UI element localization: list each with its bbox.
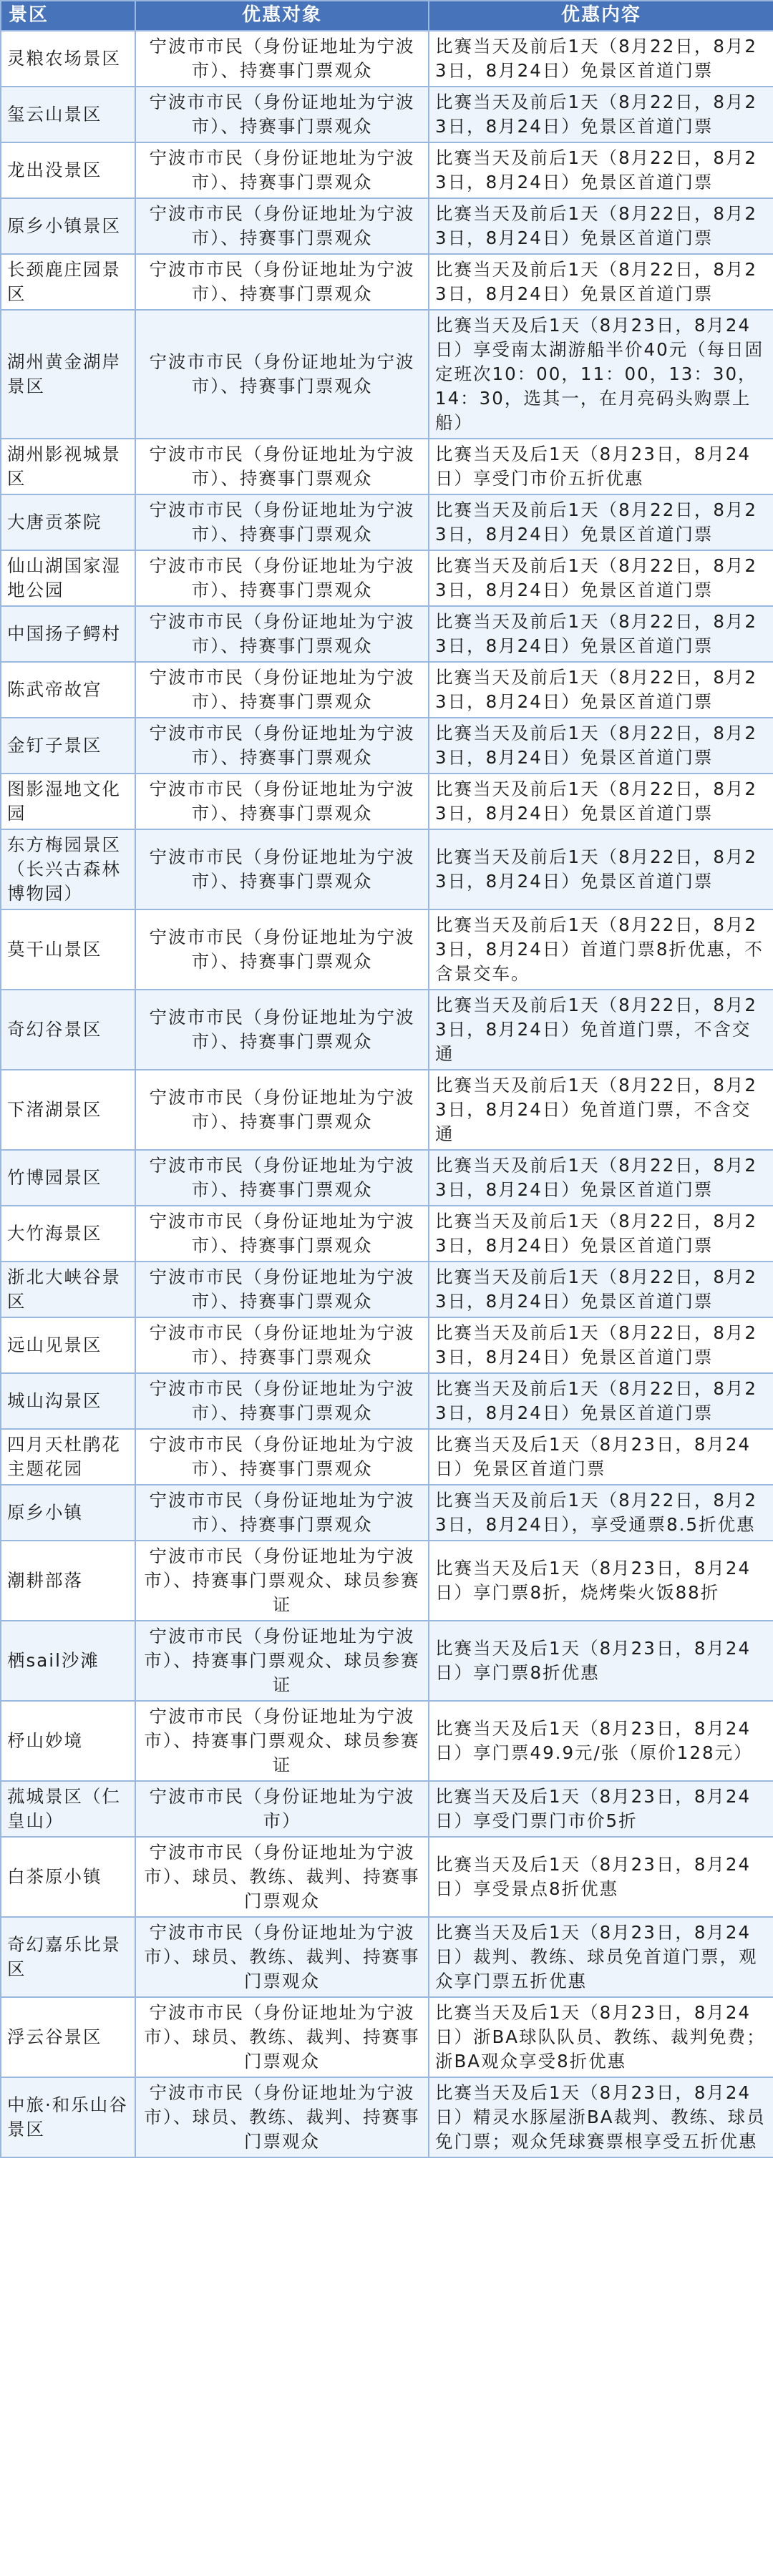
target-cell: 宁波市市民（身份证地址为宁波市）、持赛事门票观众	[135, 1429, 429, 1485]
scenic-cell: 中旅·和乐山谷景区	[1, 2077, 135, 2157]
scenic-cell: 原乡小镇景区	[1, 198, 135, 254]
table-row	[1, 662, 773, 718]
content-cell: 比赛当天及前后1天（8月22日，8月23日，8月24日）免景区首道门票	[429, 774, 773, 829]
scenic-cell: 菰城景区（仁皇山）	[1, 1781, 135, 1837]
target-cell: 宁波市市民（身份证地址为宁波市）、持赛事门票观众	[135, 198, 429, 254]
table-row	[1, 198, 773, 254]
content-cell: 比赛当天及前后1天（8月22日，8月23日，8月24日）免景区首道门票	[429, 254, 773, 310]
content-cell: 比赛当天及前后1天（8月22日，8月23日，8月24日）免景区首道门票	[429, 1262, 773, 1317]
target-cell: 宁波市市民（身份证地址为宁波市）、持赛事门票观众	[135, 31, 429, 87]
header-scenic: 景区	[1, 1, 135, 31]
scenic-cell: 奇幻嘉乐比景区	[1, 1917, 135, 1997]
table-body	[1, 31, 773, 2157]
target-cell: 宁波市市民（身份证地址为宁波市）、持赛事门票观众、球员参赛证	[135, 1541, 429, 1621]
table-row	[1, 1917, 773, 1997]
table-row	[1, 1373, 773, 1429]
content-cell: 比赛当天及后1天（8月23日，8月24日）享门票8折，烧烤柴火饭88折	[429, 1541, 773, 1621]
content-cell: 比赛当天及前后1天（8月22日，8月23日，8月24日）免景区首道门票	[429, 550, 773, 606]
content-cell: 比赛当天及前后1天（8月22日，8月23日，8月24日）首道门票8折优惠，不含景交车。	[429, 909, 773, 990]
table-row	[1, 1150, 773, 1206]
scenic-cell: 东方梅园景区（长兴古森林博物园）	[1, 829, 135, 909]
target-cell: 宁波市市民（身份证地址为宁波市）、持赛事门票观众	[135, 310, 429, 439]
table-row	[1, 1206, 773, 1262]
content-cell: 比赛当天及前后1天（8月22日，8月23日，8月24日）免景区首道门票	[429, 87, 773, 142]
content-cell: 比赛当天及前后1天（8月22日，8月23日，8月24日）免景区首道门票	[429, 1317, 773, 1373]
target-cell: 宁波市市民（身份证地址为宁波市）、持赛事门票观众	[135, 1262, 429, 1317]
target-cell: 宁波市市民（身份证地址为宁波市）、持赛事门票观众	[135, 662, 429, 718]
scenic-cell: 图影湿地文化园	[1, 774, 135, 829]
content-cell: 比赛当天及前后1天（8月22日，8月23日，8月24日）免景区首道门票	[429, 198, 773, 254]
content-cell: 比赛当天及后1天（8月23日，8月24日）享受门市价五折优惠	[429, 439, 773, 494]
target-cell: 宁波市市民（身份证地址为宁波市）、持赛事门票观众	[135, 1373, 429, 1429]
table-row	[1, 1262, 773, 1317]
target-cell: 宁波市市民（身份证地址为宁波市）、持赛事门票观众	[135, 774, 429, 829]
content-cell: 比赛当天及后1天（8月23日，8月24日）裁判、教练、球员免首道门票，观众享门票五折优惠	[429, 1917, 773, 1997]
table-row	[1, 1541, 773, 1621]
table-row	[1, 1997, 773, 2077]
target-cell: 宁波市市民（身份证地址为宁波市）、持赛事门票观众	[135, 1206, 429, 1262]
scenic-cell: 玺云山景区	[1, 87, 135, 142]
target-cell: 宁波市市民（身份证地址为宁波市）、持赛事门票观众	[135, 494, 429, 550]
scenic-cell: 大竹海景区	[1, 1206, 135, 1262]
scenic-cell: 浮云谷景区	[1, 1997, 135, 2077]
table-row	[1, 829, 773, 909]
content-cell: 比赛当天及后1天（8月23日，8月24日）享受南太湖游船半价40元（每日固定班次10：00，11：00，13：30，14：30，选其一，在月亮码头购票上船）	[429, 310, 773, 439]
target-cell: 宁波市市民（身份证地址为宁波市）、球员、教练、裁判、持赛事门票观众	[135, 1837, 429, 1917]
target-cell: 宁波市市民（身份证地址为宁波市）、持赛事门票观众	[135, 1485, 429, 1541]
content-cell: 比赛当天及前后1天（8月22日，8月23日，8月24日）免景区首道门票	[429, 1206, 773, 1262]
scenic-cell: 杼山妙境	[1, 1701, 135, 1781]
table-row	[1, 990, 773, 1070]
target-cell: 宁波市市民（身份证地址为宁波市）、持赛事门票观众、球员参赛证	[135, 1701, 429, 1781]
target-cell: 宁波市市民（身份证地址为宁波市）、球员、教练、裁判、持赛事门票观众	[135, 1997, 429, 2077]
content-cell: 比赛当天及前后1天（8月22日，8月23日，8月24日）免景区首道门票	[429, 662, 773, 718]
target-cell: 宁波市市民（身份证地址为宁波市）、持赛事门票观众	[135, 829, 429, 909]
content-cell: 比赛当天及前后1天（8月22日，8月23日，8月24日）免首道门票，不含交通	[429, 990, 773, 1070]
table-row	[1, 494, 773, 550]
content-cell: 比赛当天及前后1天（8月22日，8月23日，8月24日）免景区首道门票	[429, 142, 773, 198]
scenic-cell: 陈武帝故宫	[1, 662, 135, 718]
scenic-cell: 竹博园景区	[1, 1150, 135, 1206]
content-cell: 比赛当天及后1天（8月23日，8月24日）浙BA球队队员、教练、裁判免费；浙BA观众享受8折优惠	[429, 1997, 773, 2077]
target-cell: 宁波市市民（身份证地址为宁波市）、持赛事门票观众	[135, 718, 429, 774]
content-cell: 比赛当天及前后1天（8月22日，8月23日，8月24日）免首道门票，不含交通	[429, 1070, 773, 1150]
scenic-cell: 湖州影视城景区	[1, 439, 135, 494]
table-row	[1, 774, 773, 829]
table-row	[1, 1701, 773, 1781]
content-cell: 比赛当天及前后1天（8月22日，8月23日，8月24日）免景区首道门票	[429, 829, 773, 909]
scenic-cell: 湖州黄金湖岸景区	[1, 310, 135, 439]
table-header-row	[1, 1, 773, 31]
scenic-cell: 大唐贡茶院	[1, 494, 135, 550]
table-row	[1, 310, 773, 439]
target-cell: 宁波市市民（身份证地址为宁波市）、持赛事门票观众	[135, 606, 429, 662]
content-cell: 比赛当天及前后1天（8月22日，8月23日，8月24日），享受通票8.5折优惠	[429, 1485, 773, 1541]
content-cell: 比赛当天及后1天（8月23日，8月24日）精灵水豚屋浙BA裁判、教练、球员免门票；观众凭球赛票根享受五折优惠	[429, 2077, 773, 2157]
target-cell: 宁波市市民（身份证地址为宁波市）、持赛事门票观众	[135, 1150, 429, 1206]
table-row	[1, 1485, 773, 1541]
scenic-cell: 城山沟景区	[1, 1373, 135, 1429]
scenic-cell: 龙出没景区	[1, 142, 135, 198]
scenic-cell: 原乡小镇	[1, 1485, 135, 1541]
target-cell: 宁波市市民（身份证地址为宁波市）、持赛事门票观众	[135, 142, 429, 198]
content-cell: 比赛当天及后1天（8月23日，8月24日）享受门票门市价5折	[429, 1781, 773, 1837]
table-row	[1, 31, 773, 87]
scenic-cell: 远山见景区	[1, 1317, 135, 1373]
content-cell: 比赛当天及前后1天（8月22日，8月23日，8月24日）免景区首道门票	[429, 494, 773, 550]
table-row	[1, 254, 773, 310]
target-cell: 宁波市市民（身份证地址为宁波市）、持赛事门票观众	[135, 87, 429, 142]
target-cell: 宁波市市民（身份证地址为宁波市）、持赛事门票观众	[135, 254, 429, 310]
content-cell: 比赛当天及前后1天（8月22日，8月23日，8月24日）免景区首道门票	[429, 718, 773, 774]
table-row	[1, 718, 773, 774]
table-row	[1, 606, 773, 662]
scenic-cell: 潮耕部落	[1, 1541, 135, 1621]
target-cell: 宁波市市民（身份证地址为宁波市）、球员、教练、裁判、持赛事门票观众	[135, 1917, 429, 1997]
target-cell: 宁波市市民（身份证地址为宁波市）、持赛事门票观众	[135, 439, 429, 494]
target-cell: 宁波市市民（身份证地址为宁波市）、持赛事门票观众	[135, 1317, 429, 1373]
table-row	[1, 1070, 773, 1150]
scenic-cell: 莫干山景区	[1, 909, 135, 990]
table-row	[1, 142, 773, 198]
target-cell: 宁波市市民（身份证地址为宁波市）、持赛事门票观众、球员参赛证	[135, 1621, 429, 1701]
content-cell: 比赛当天及前后1天（8月22日，8月23日，8月24日）免景区首道门票	[429, 1150, 773, 1206]
target-cell: 宁波市市民（身份证地址为宁波市）、球员、教练、裁判、持赛事门票观众	[135, 2077, 429, 2157]
header-content: 优惠内容	[429, 1, 773, 31]
table-row	[1, 1781, 773, 1837]
content-cell: 比赛当天及后1天（8月23日，8月24日）享门票8折优惠	[429, 1621, 773, 1701]
content-cell: 比赛当天及后1天（8月23日，8月24日）享受景点8折优惠	[429, 1837, 773, 1917]
scenic-cell: 浙北大峡谷景区	[1, 1262, 135, 1317]
table-row	[1, 2077, 773, 2157]
table-row	[1, 1621, 773, 1701]
content-cell: 比赛当天及前后1天（8月22日，8月23日，8月24日）免景区首道门票	[429, 31, 773, 87]
table-row	[1, 439, 773, 494]
target-cell: 宁波市市民（身份证地址为宁波市）	[135, 1781, 429, 1837]
content-cell: 比赛当天及后1天（8月23日，8月24日）享门票49.9元/张（原价128元）	[429, 1701, 773, 1781]
scenic-cell: 下渚湖景区	[1, 1070, 135, 1150]
target-cell: 宁波市市民（身份证地址为宁波市）、持赛事门票观众	[135, 1070, 429, 1150]
scenic-cell: 灵粮农场景区	[1, 31, 135, 87]
content-cell: 比赛当天及前后1天（8月22日，8月23日，8月24日）免景区首道门票	[429, 1373, 773, 1429]
table-row	[1, 1429, 773, 1485]
scenic-cell: 金钉子景区	[1, 718, 135, 774]
table-row	[1, 909, 773, 990]
scenic-cell: 仙山湖国家湿地公园	[1, 550, 135, 606]
scenic-cell: 栖sail沙滩	[1, 1621, 135, 1701]
table-row	[1, 1317, 773, 1373]
scenic-cell: 四月天杜鹃花主题花园	[1, 1429, 135, 1485]
header-target: 优惠对象	[135, 1, 429, 31]
scenic-cell: 奇幻谷景区	[1, 990, 135, 1070]
table-row	[1, 550, 773, 606]
target-cell: 宁波市市民（身份证地址为宁波市）、持赛事门票观众	[135, 990, 429, 1070]
content-cell: 比赛当天及前后1天（8月22日，8月23日，8月24日）免景区首道门票	[429, 606, 773, 662]
scenic-cell: 白茶原小镇	[1, 1837, 135, 1917]
content-cell: 比赛当天及后1天（8月23日，8月24日）免景区首道门票	[429, 1429, 773, 1485]
target-cell: 宁波市市民（身份证地址为宁波市）、持赛事门票观众	[135, 909, 429, 990]
table-row	[1, 1837, 773, 1917]
target-cell: 宁波市市民（身份证地址为宁波市）、持赛事门票观众	[135, 550, 429, 606]
scenic-cell: 中国扬子鳄村	[1, 606, 135, 662]
scenic-cell: 长颈鹿庄园景区	[1, 254, 135, 310]
table-row	[1, 87, 773, 142]
